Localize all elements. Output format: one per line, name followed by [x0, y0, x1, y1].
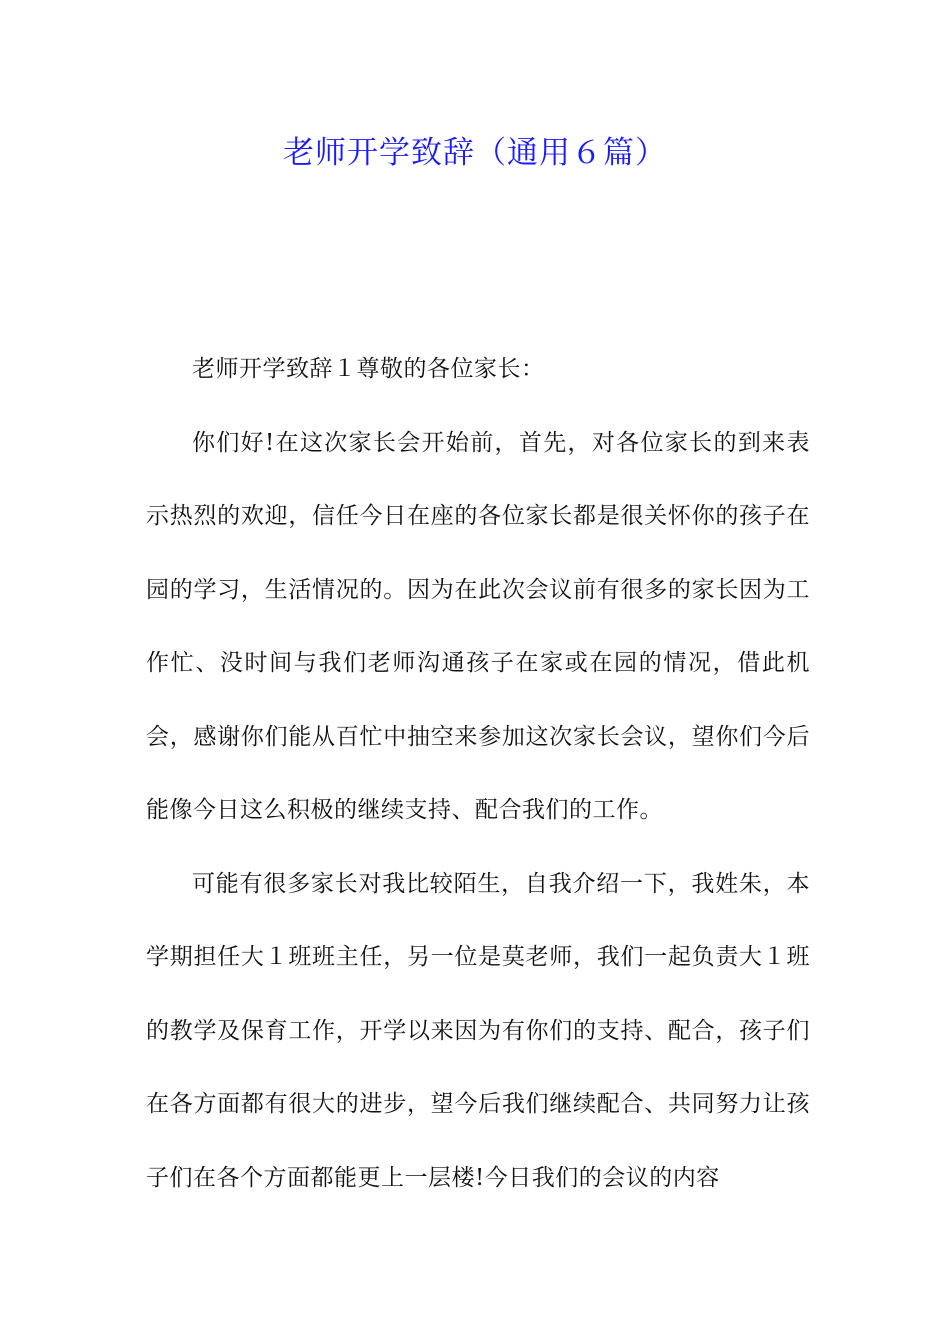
document-title: 老师开学致辞（通用６篇） [283, 135, 667, 171]
paragraph-welcome: 你们好!在这次家长会开始前，首先，对各位家长的到来表示热烈的欢迎，信任今日在座的各位家长都是很关怀你的孩子在园的学习，生活情况的。因为在此次会议前有很多的家长因为工作忙、没时间与我们老师沟通孩子在家或在园的情况，借此机会，感谢你们能从百忙中抽空来参加这次家长会议，望你们今后能像今日这么积极的继续支持、配合我们的工作。 [146, 429, 810, 823]
paragraph-introduction: 可能有很多家长对我比较陌生，自我介绍一下，我姓朱，本学期担任大１班班主任，另一位是莫老师，我们一起负责大１班的教学及保育工作，开学以来因为有你们的支持、配合，孩子们在各方面都有很大的进步，望今后我们继续配合、共同努力让孩子们在各个方面都能更上一层楼!今日我们的会议的内容 [146, 870, 810, 1191]
paragraph-salutation: 老师开学致辞１尊敬的各位家长： [192, 356, 545, 382]
document-body [146, 333, 810, 1215]
